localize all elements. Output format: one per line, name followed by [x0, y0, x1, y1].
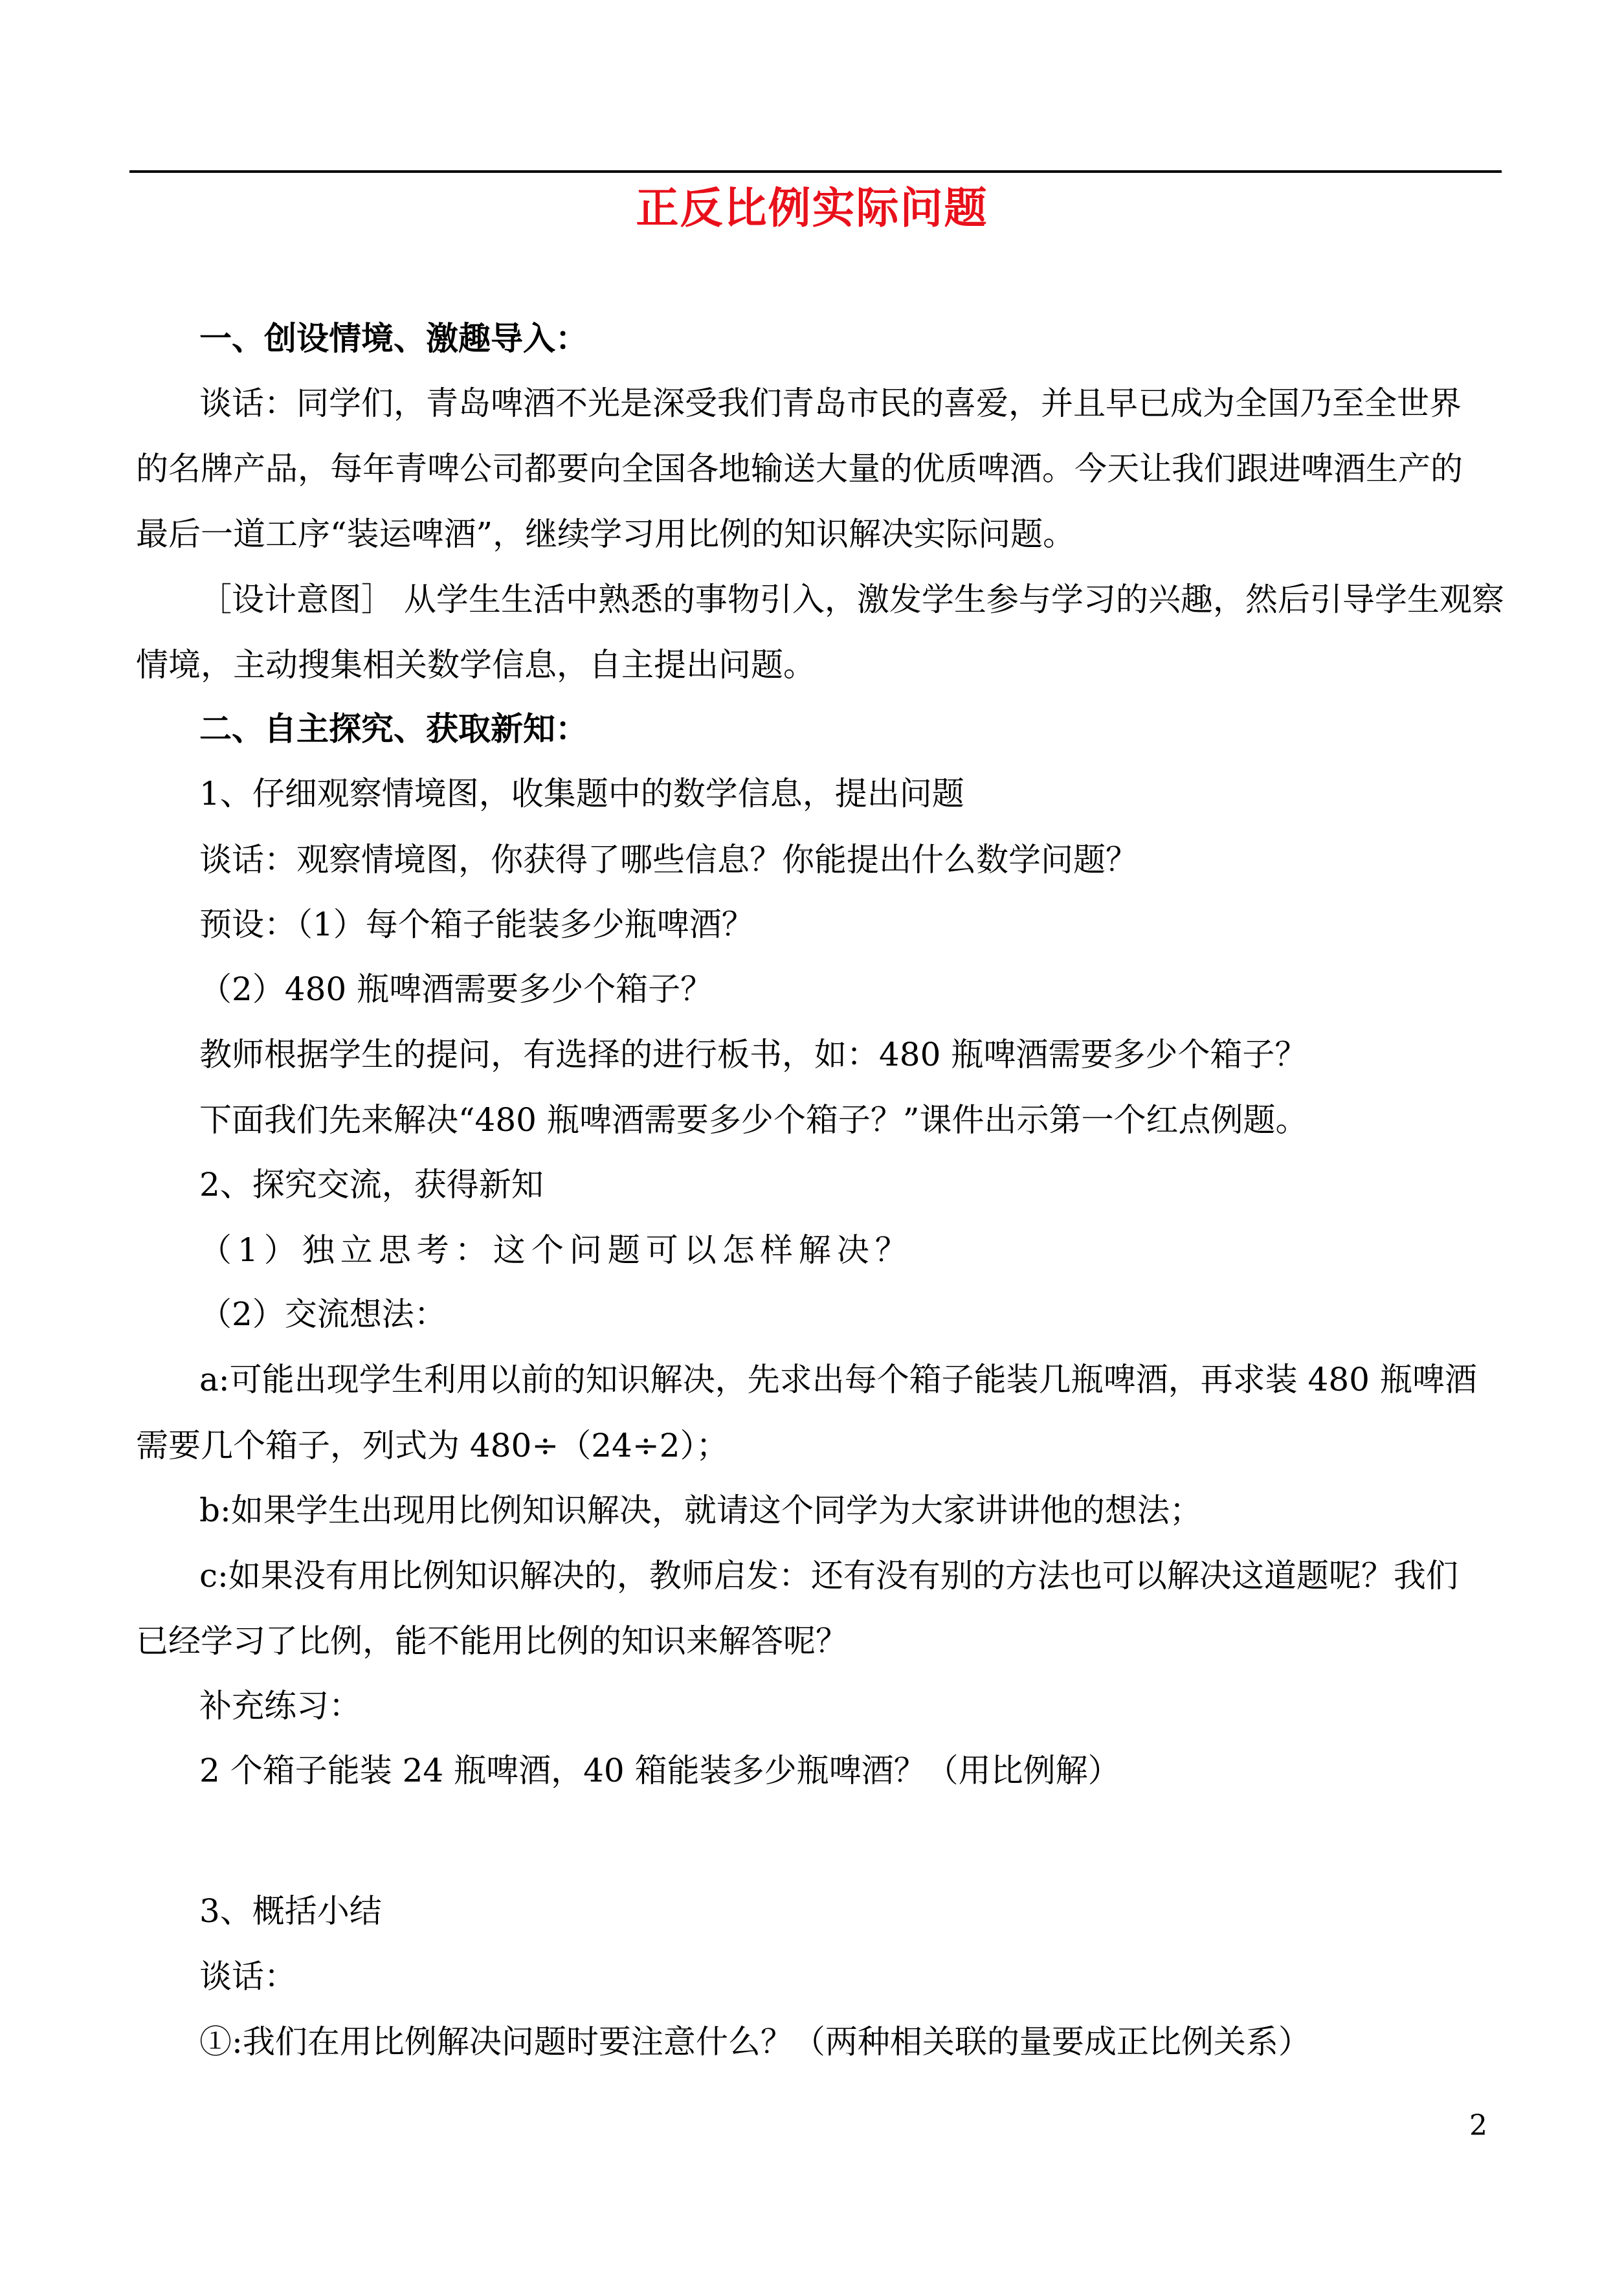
paragraph-line: 教师根据学生的提问，有选择的进行板书，如：480 瓶啤酒需要多少个箱子？ [199, 1036, 1307, 1073]
paragraph-line: 下面我们先来解决“480 瓶啤酒需要多少个箱子？”课件出示第一个红点例题。 [199, 1101, 1308, 1139]
document-title: 正反比例实际问题 [636, 183, 988, 233]
paragraph-line: 2 个箱子能装 24 瓶啤酒，40 箱能装多少瓶啤酒？（用比例解） [199, 1752, 1120, 1789]
paragraph-line: 已经学习了比例，能不能用比例的知识来解答呢？ [136, 1622, 848, 1660]
section-heading-2: 二、自主探究、获取新知： [199, 710, 588, 748]
paragraph-line: 预设：（1）每个箱子能装多少瓶啤酒？ [199, 906, 754, 943]
paragraph-line: 3、概括小结 [199, 1892, 382, 1930]
section-heading-1: 一、创设情境、激趣导入： [199, 319, 588, 357]
paragraph-line: （1）独立思考：这个问题可以怎样解决？ [199, 1231, 913, 1269]
paragraph-line: 谈话： [199, 1958, 296, 1995]
paragraph-line: （2）交流想法： [199, 1295, 447, 1333]
paragraph-line: 的名牌产品，每年青啤公司都要向全国各地输送大量的优质啤酒。今天让我们跟进啤酒生产的 [136, 450, 1463, 487]
page-number: 2 [1469, 2109, 1487, 2142]
paragraph-line: 谈话：观察情境图，你获得了哪些信息？你能提出什么数学问题？ [199, 841, 1138, 878]
header-rule [129, 170, 1502, 173]
paragraph-line: 需要几个箱子，列式为 480÷（24÷2）； [136, 1427, 729, 1464]
paragraph-line: 情境，主动搜集相关数学信息，自主提出问题。 [136, 646, 816, 684]
paragraph-line: （2）480 瓶啤酒需要多少个箱子？ [199, 970, 713, 1008]
paragraph-line: ①:我们在用比例解决问题时要注意什么？（两种相关联的量要成正比例关系） [199, 2023, 1311, 2061]
paragraph-line: 补充练习： [199, 1687, 361, 1725]
paragraph-line: 最后一道工序“装运啤酒”，继续学习用比例的知识解决实际问题。 [136, 515, 1076, 553]
design-intent-line: ［设计意图］ 从学生生活中熟悉的事物引入，激发学生参与学习的兴趣，然后引导学生观察 [199, 581, 1504, 618]
paragraph-line: a:可能出现学生利用以前的知识解决，先求出每个箱子能装几瓶啤酒，再求装 480 瓶啤酒 [199, 1361, 1477, 1398]
paragraph-line: 1、仔细观察情境图，收集题中的数学信息，提出问题 [199, 775, 964, 812]
paragraph-line: 2、探究交流，获得新知 [199, 1166, 544, 1203]
paragraph-line: 谈话：同学们，青岛啤酒不光是深受我们青岛市民的喜爱，并且早已成为全国乃至全世界 [199, 385, 1462, 422]
paragraph-line: b:如果学生出现用比例知识解决，就请这个同学为大家讲讲他的想法； [199, 1492, 1202, 1529]
paragraph-line: c:如果没有用比例知识解决的，教师启发：还有没有别的方法也可以解决这道题呢？我们 [199, 1557, 1458, 1594]
